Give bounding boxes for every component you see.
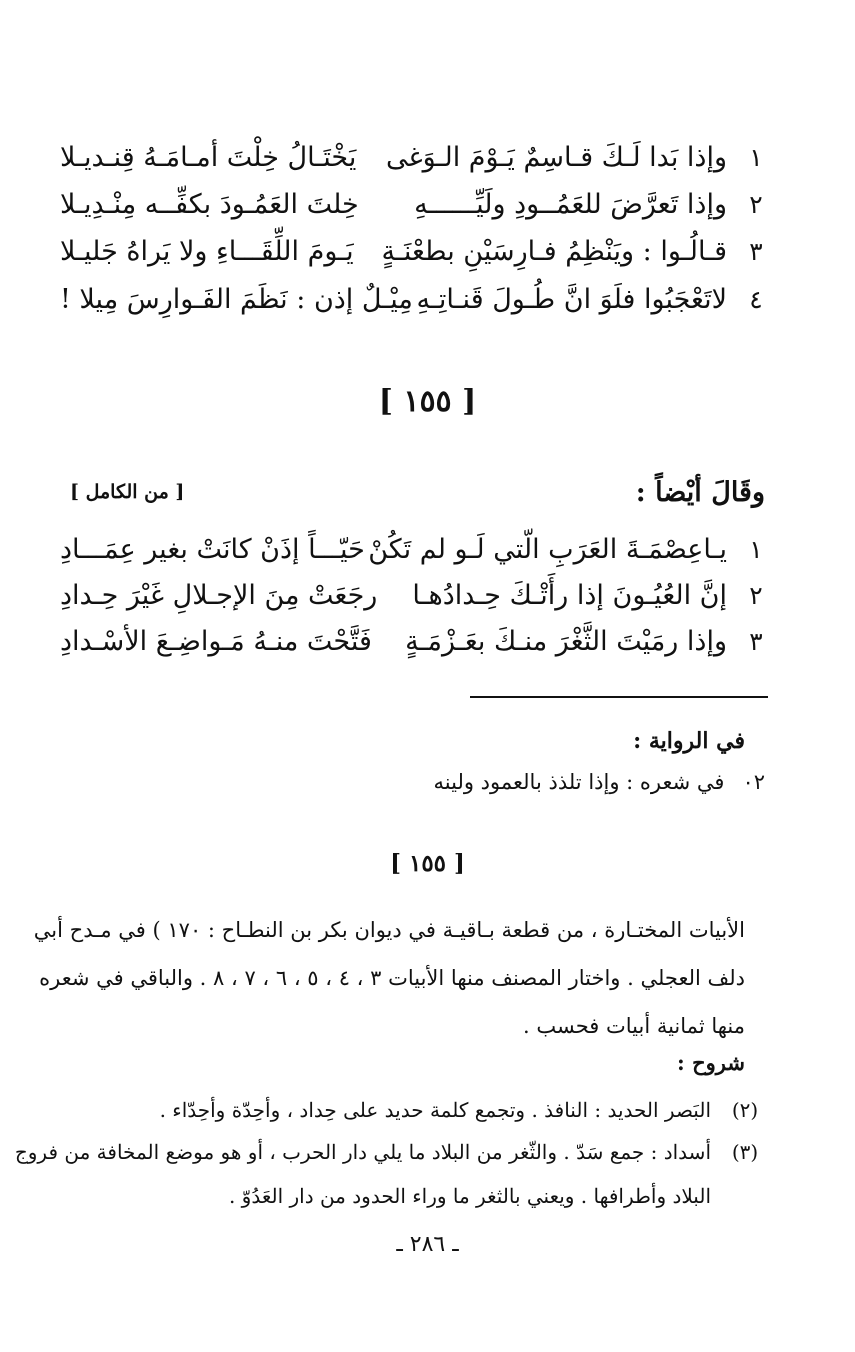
explanation-number: (٣) [731, 1140, 759, 1164]
notes-heading: في الرواية : [633, 728, 745, 754]
verse-number: ٢ [749, 580, 763, 610]
verse-number: ٣ [749, 626, 763, 656]
explanation-line: البلاد وأطرافها . ويعني بالثغر ما وراء الحدود من دار العَدُوّ . [228, 1184, 711, 1208]
poem-intro [70, 470, 765, 514]
note-item [434, 770, 765, 794]
verse-second-hemistich: يَخْتَـالُ خِلْتَ أمـامَـهُ قِنـديـلا [60, 141, 357, 173]
page-number: ـ ٢٨٦ ـ [396, 1232, 459, 1257]
section-title: [ ١٥٥ ] [378, 384, 477, 419]
explanations-heading: شروح : [677, 1050, 745, 1075]
verse-number: ٣ [749, 236, 763, 266]
explanation-number: (٢) [731, 1098, 759, 1122]
explanation-line: البَصر الحديد : النافذ . وتجمع كلمة حديد على حِداد ، وأحِدّة وأحِدّاء . [159, 1098, 711, 1122]
verse-first-hemistich: وإذا بَدا لَـكَ قـاسِمٌ يَـوْمَ الـوَغى [386, 141, 727, 173]
verse-number: ٤ [749, 284, 763, 314]
verse-second-hemistich: فَتَّحْتَ منـهُ مَـواضِـعَ الأسْـدادِ [60, 625, 372, 657]
explanation-item [65, 1088, 765, 1132]
verse-second-hemistich: يَـومَ اللِّقَـــاءِ ولا يَراهُ جَليـلا [60, 235, 354, 267]
verse-row [60, 181, 785, 227]
verse-first-hemistich: وإذا تَعرَّضَ للعَمُــودِ ولَيِّــــــهِ [414, 188, 727, 220]
verse-first-hemistich: وإذا رمَيْتَ الثَّغْرَ منـكَ بعَـزْمَـةٍ [405, 625, 727, 657]
verse-row [60, 276, 785, 322]
footnote-rule [470, 696, 768, 698]
verse-number: ١ [749, 142, 763, 172]
verse-row [60, 572, 785, 618]
commentary-paragraph [33, 906, 745, 1050]
verse-number: ١ [749, 534, 763, 564]
verse-row [60, 134, 785, 180]
commentary-line: دلف العجلي . واختار المصنف منها الأبيات ٣ ، ٤ ، ٥ ، ٦ ، ٧ ، ٨ . والباقي في شعره [39, 966, 745, 990]
verse-first-hemistich: لاتَعْجَبُوا فلَوَ انَّ طُـولَ قَنـاتِـهِ [416, 283, 727, 315]
note-number: ٠٢ [742, 770, 765, 794]
verse-first-hemistich: يـاعِصْمَـةَ العَرَبِ الّتي لَـو لم تَكُنْ [368, 533, 727, 565]
meter-label: [ من الكامل ] [70, 481, 185, 503]
verse-second-hemistich: خِلتَ العَمُـودَ بكفِّــه مِنْـدِيـلا [60, 188, 359, 220]
commentary-section-title: [ ١٥٥ ] [390, 850, 465, 877]
verse-number: ٢ [749, 189, 763, 219]
verse-row [60, 228, 785, 274]
verse-row [60, 526, 785, 572]
verse-second-hemistich: حَيّـــاً إذَنْ كانَتْ بغير عِمَـــادِ [60, 533, 365, 565]
verse-first-hemistich: إنَّ العُيُـونَ إذا رأَتْـكَ حِـدادُهـا [412, 579, 727, 611]
explanation-text [65, 1088, 711, 1132]
note-text: في شعره : وإذا تلذذ بالعمود ولينه [433, 770, 725, 794]
verse-second-hemistich: مِيْـلٌ إذن : نَظَمَ الفَـوارِسَ مِيلا ! [60, 283, 413, 315]
commentary-line: الأبيات المختـارة ، من قطعة بـاقيـة في ديوان بكر بن النطـاح : ١٧٠ ) في مـدح أبي [33, 918, 745, 942]
intro-text: وقَالَ أيْضاً : [635, 476, 765, 508]
verse-row [60, 618, 785, 664]
verse-first-hemistich: قـالُـوا : ويَنْظِمُ فـارِسَيْنِ بطعْنَـةٍ [381, 235, 727, 267]
commentary-line: منها ثمانية أبيات فحسب . [523, 1014, 745, 1038]
explanation-item [14, 1130, 765, 1218]
explanation-text [15, 1130, 711, 1218]
explanation-line: أسداد : جمع سَدّ . والثّغر من البلاد ما يلي دار الحرب ، أو هو موضع المخافة من فروج [14, 1140, 711, 1164]
verse-second-hemistich: رجَعَتْ مِنَ الإجـلالِ غَيْرَ حِـدادِ [60, 579, 378, 611]
